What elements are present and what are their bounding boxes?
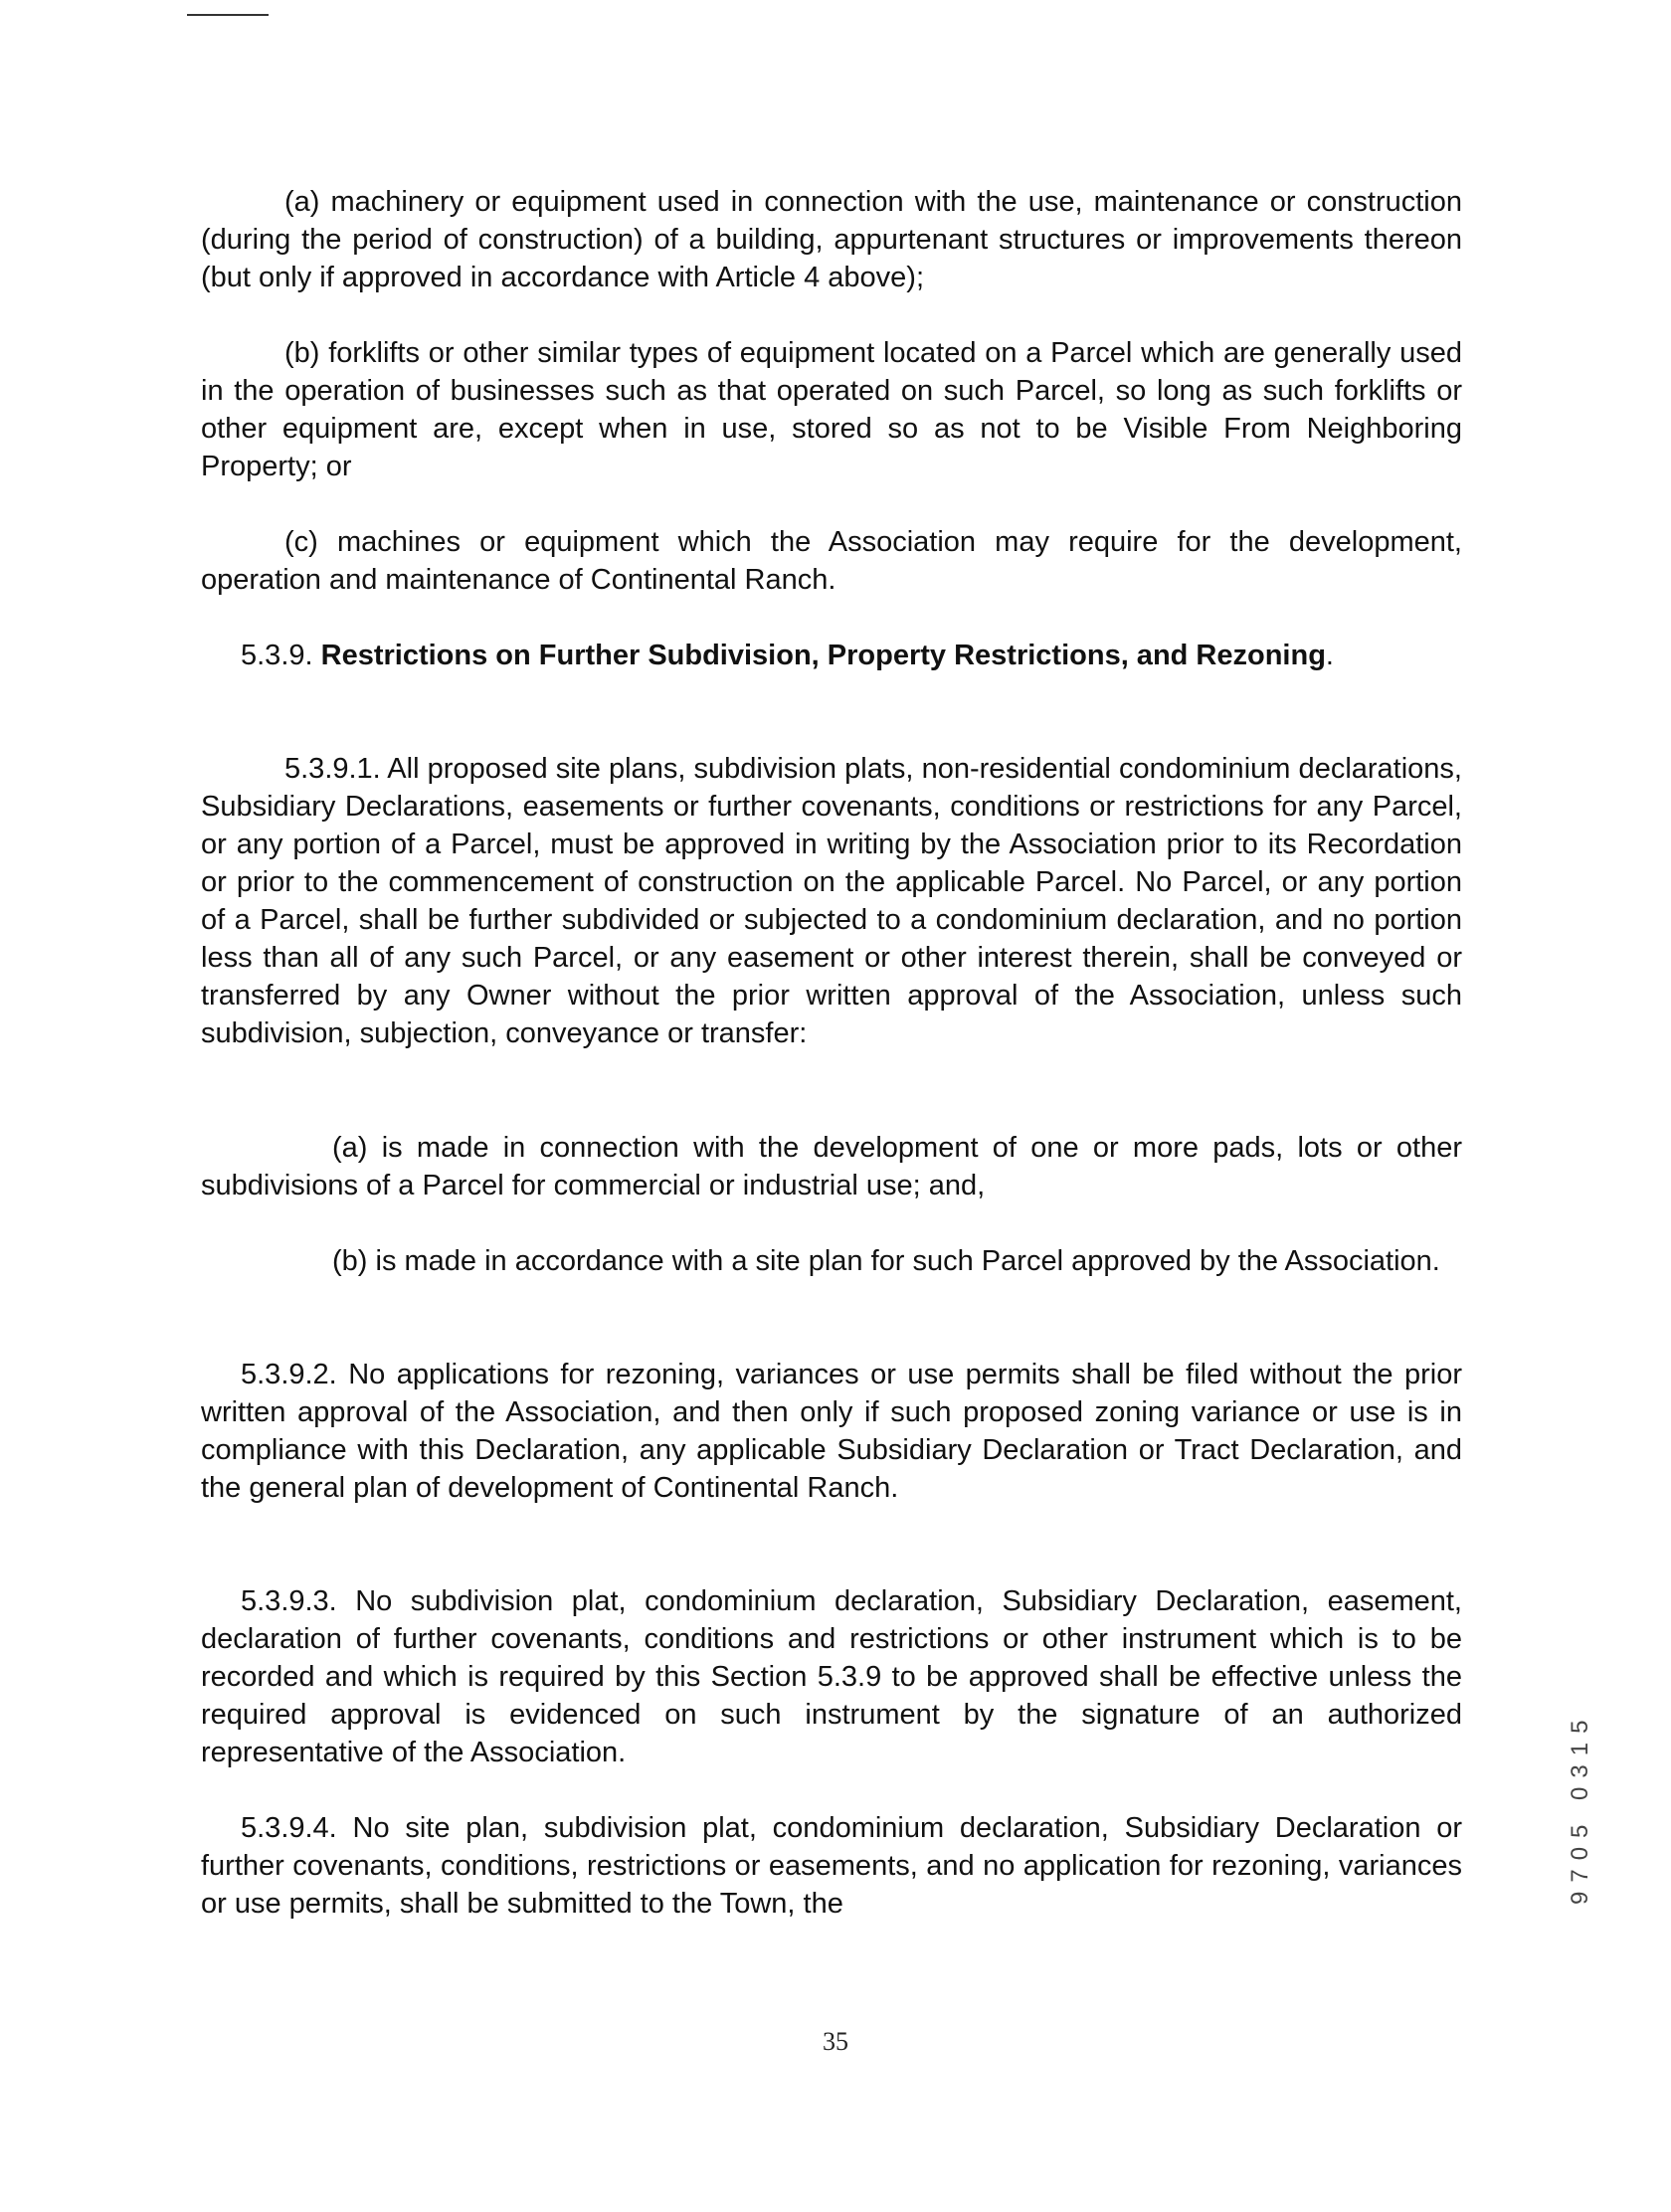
section-title: Restrictions on Further Subdivision, Property Restrictions, and Rezoning	[320, 640, 1326, 671]
paragraph-b-forklifts: (b) forklifts or other similar types of equipment located on a Parcel which are generally used in the operation of businesses such as that operated on such Parcel, so long as such forklifts or other equipment are, except when in use, stored so as not to be Visible From Neighboring Property; or	[201, 337, 1462, 482]
paragraph-5-3-9-1: 5.3.9.1. All proposed site plans, subdivision plats, non-residential condominium declarations, Subsidiary Declarations, easements or further covenants, conditions or restrictions for any Parcel, or any portion of a Parcel, must be approved in writing by the Association prior to its Recordation or prior to the commencement of construction on the applicable Parcel. No Parcel, or any portion of a Parcel, shall be further subdivided or subjected to a condominium declaration, and no portion less than all of any such Parcel, or any easement or other interest therein, shall be conveyed or transferred by any Owner without the prior written approval of the Association, unless such subdivision, subjection, conveyance or transfer:	[201, 753, 1462, 1049]
page-number: 35	[823, 2027, 848, 2056]
margin-stamp-digits: 9705 0315	[1567, 1711, 1593, 1905]
paragraph-a-machinery: (a) machinery or equipment used in connection with the use, maintenance or construction (during the period of construction) of a building, appurtenant structures or improvements thereon (but only if approved in accordance with Article 4 above);	[201, 186, 1462, 293]
paragraph-a-pads-lots: (a) is made in connection with the development of one or more pads, lots or other subdivisions of a Parcel for commercial or industrial use; and,	[201, 1132, 1462, 1201]
paragraph-b-site-plan: (b) is made in accordance with a site plan for such Parcel approved by the Association.	[332, 1245, 1440, 1277]
margin-recording-stamp	[1560, 1552, 1599, 1910]
paragraph-5-3-9-3: 5.3.9.3. No subdivision plat, condominium declaration, Subsidiary Declaration, easement, declaration of further covenants, conditions and restrictions or other instrument which is to be recorded and which is required by this Section 5.3.9 to be approved shall be effective unless the required approval is evidenced on such instrument by the signature of an authorized representative of the Association.	[201, 1585, 1462, 1768]
section-heading-5-3-9	[201, 637, 1462, 674]
margin-stamp-text	[1567, 1712, 1593, 1905]
section-title-period: .	[1325, 640, 1334, 671]
paragraph-5-3-9-2: 5.3.9.2. No applications for rezoning, variances or use permits shall be filed without the prior written approval of the Association, and then only if such proposed zoning variance or use is in compliance with this Declaration, any applicable Subsidiary Declaration or Tract Declaration, and the general plan of development of Continental Ranch.	[201, 1359, 1462, 1504]
paragraph-c-machines: (c) machines or equipment which the Association may require for the development, operation and maintenance of Continental Ranch.	[201, 526, 1462, 596]
paragraph-5-3-9-4: 5.3.9.4. No site plan, subdivision plat, condominium declaration, Subsidiary Declaration or further covenants, conditions, restrictions or easements, and no application for rezoning, variances or use permits, shall be submitted to the Town, the	[201, 1812, 1462, 1920]
top-rule	[187, 14, 269, 16]
section-number: 5.3.9.	[241, 640, 313, 671]
